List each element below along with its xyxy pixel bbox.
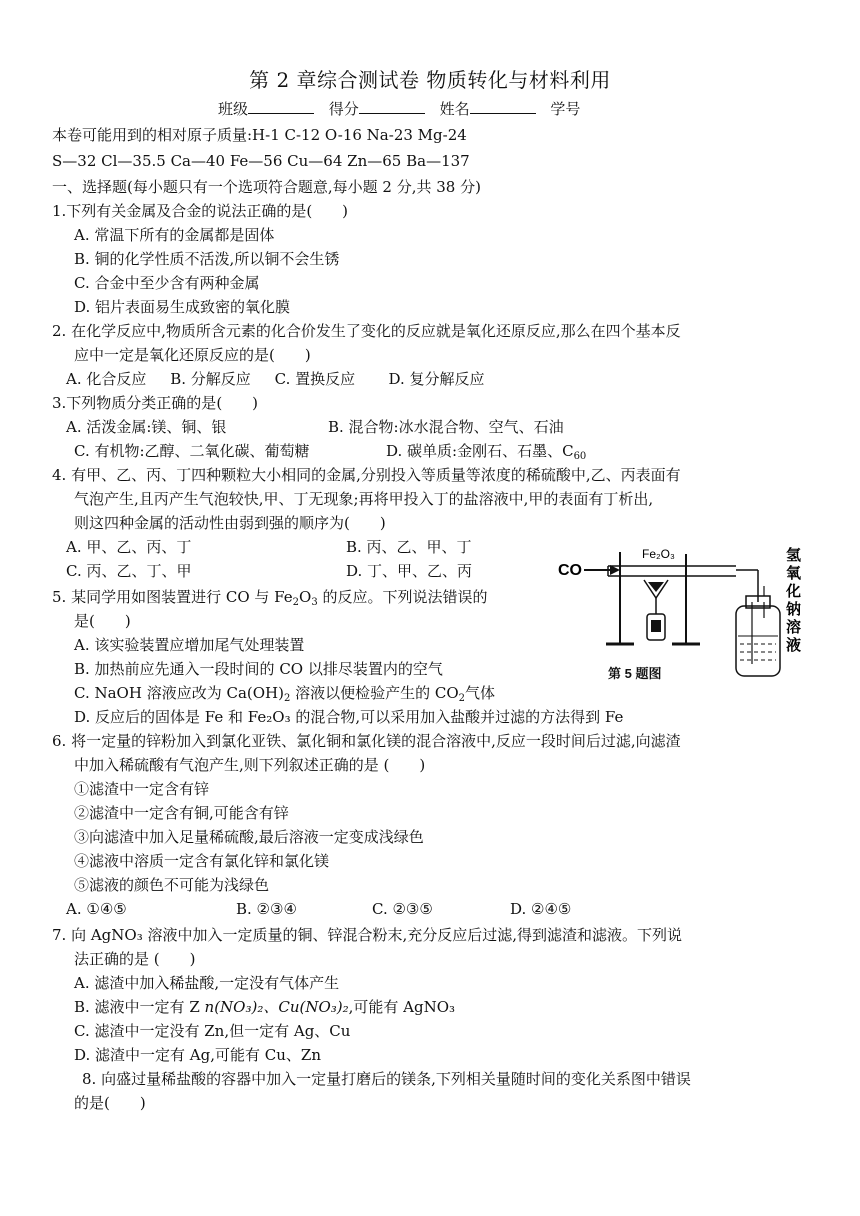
q2-option-d: D. 复分解反应 <box>388 370 485 388</box>
q5-option-d: D. 反应后的固体是 Fe 和 Fe₂O₃ 的混合物,可以采用加入盐酸并过滤的方法得到 Fe <box>74 708 624 726</box>
naoh-char-6: 液 <box>786 637 802 654</box>
q5-option-a: A. 该实验装置应增加尾气处理装置 <box>74 636 305 654</box>
q2-stem-2: 应中一定是氧化还原反应的是( ) <box>74 346 311 364</box>
q1-stem: 1.下列有关金属及合金的说法正确的是( ) <box>52 202 349 220</box>
q7-stem-2: 法正确的是 ( ) <box>74 950 196 968</box>
q4-stem-3: 则这四种金属的活动性由弱到强的顺序为( ) <box>74 514 386 532</box>
q5-option-c-sub1: 2 <box>283 693 291 704</box>
q6-option-d: D. ②④⑤ <box>510 900 572 918</box>
section-heading: 一、选择题(每小题只有一个选项符合题意,每小题 2 分,共 38 分) <box>52 178 481 196</box>
q8-stem-1: 8. 向盛过量稀盐酸的容器中加入一定量打磨后的镁条,下列相关量随时间的变化关系图中错误 <box>82 1070 691 1088</box>
q5-figure-caption: 第 5 题图 <box>608 666 662 681</box>
fe2o3-label: Fe₂O₃ <box>642 547 675 561</box>
naoh-char-4: 钠 <box>786 601 802 618</box>
q5-option-c-b: 溶液以便检验产生的 CO <box>290 684 459 702</box>
q8-stem-2: 的是( ) <box>74 1094 146 1112</box>
q3-option-b: B. 混合物:冰水混合物、空气、石油 <box>328 418 564 436</box>
q3-option-d-text: D. 碳单质:金刚石、石墨、C <box>386 442 574 460</box>
q1-option-c: C. 合金中至少含有两种金属 <box>74 274 260 292</box>
q5-stem-1a: 5. 某同学用如图装置进行 CO 与 Fe <box>52 588 293 606</box>
q6-statement-2: ②滤渣中一定含有铜,可能含有锌 <box>74 804 289 822</box>
q7-option-b <box>74 998 455 1016</box>
naoh-char-3: 化 <box>786 583 802 600</box>
q3-option-a: A. 活泼金属:镁、铜、银 <box>66 418 227 436</box>
q4-option-a: A. 甲、乙、丙、丁 <box>66 538 192 556</box>
q6-option-b: B. ②③④ <box>236 900 297 918</box>
q5-stem-2: 是( ) <box>74 612 131 630</box>
class-label: 班级 <box>218 100 249 118</box>
q5-apparatus-figure <box>548 540 818 680</box>
q5-option-c <box>74 684 495 708</box>
q6-option-a: A. ①④⑤ <box>66 900 127 918</box>
q3-option-d <box>386 442 586 466</box>
atomic-mass-line-1: 本卷可能用到的相对原子质量:H-1 C-12 O-16 Na-23 Mg-24 <box>52 126 467 144</box>
q6-statement-3: ③向滤渣中加入足量稀硫酸,最后溶液一定变成浅绿色 <box>74 828 424 846</box>
q4-option-c: C. 丙、乙、丁、甲 <box>66 562 192 580</box>
q2-option-b: B. 分解反应 <box>170 370 251 388</box>
q4-stem-2: 气泡产生,且丙产生气泡较快,甲、丁无现象;再将甲投入丁的盐溶液中,甲的表面有丁析出, <box>74 490 654 508</box>
naoh-solution-label <box>785 546 802 654</box>
q7-option-b-c: ,可能有 AgNO₃ <box>348 998 456 1016</box>
id-label: 学号 <box>550 100 581 118</box>
class-blank[interactable] <box>248 99 314 114</box>
iron-stand-right <box>672 554 700 644</box>
alcohol-lamp <box>644 580 668 640</box>
score-label: 得分 <box>328 100 359 118</box>
naoh-char-1: 氢 <box>786 547 802 564</box>
score-blank[interactable] <box>359 99 425 114</box>
q7-option-a: A. 滤渣中加入稀盐酸,一定没有气体产生 <box>74 974 340 992</box>
q4-stem-1: 4. 有甲、乙、丙、丁四种颗粒大小相同的金属,分别投入等质量等浓度的稀硫酸中,乙、丙表面有 <box>52 466 681 484</box>
q5-stem-o: O <box>299 588 312 606</box>
q5-option-c-c: 气体 <box>465 684 496 702</box>
naoh-char-5: 溶 <box>786 619 802 636</box>
q6-option-c: C. ②③⑤ <box>372 900 433 918</box>
q3-option-c: C. 有机物:乙醇、二氧化碳、葡萄糖 <box>74 442 310 460</box>
q5-option-b: B. 加热前应先通入一段时间的 CO 以排尽装置内的空气 <box>74 660 443 678</box>
q5-stem-sub2: 3 <box>311 597 318 608</box>
co-label: CO <box>558 562 582 579</box>
q4-option-d: D. 丁、甲、乙、丙 <box>346 562 473 580</box>
q5-stem-sub1: 2 <box>292 597 299 608</box>
q5-option-c-a: C. NaOH 溶液应改为 Ca(OH) <box>74 684 284 702</box>
page-title: 第 2 章综合测试卷 物质转化与材料利用 <box>249 68 611 92</box>
q2-option-a: A. 化合反应 <box>66 370 147 388</box>
q7-option-b-math: n(NO₃)₂、Cu(NO₃)₂ <box>204 998 349 1016</box>
q3-stem: 3.下列物质分类正确的是( ) <box>52 394 259 412</box>
student-info-row <box>218 98 580 119</box>
q6-statement-5: ⑤滤液的颜色不可能为浅绿色 <box>74 876 270 894</box>
q7-option-b-a: B. 滤液中一定有 Z <box>74 998 205 1016</box>
q5-stem-1b: 的反应。下列说法错误的 <box>317 588 488 606</box>
glass-tube <box>608 566 758 602</box>
q1-option-d: D. 铝片表面易生成致密的氧化膜 <box>74 298 291 316</box>
q1-option-a: A. 常温下所有的金属都是固体 <box>74 226 275 244</box>
q6-statement-1: ①滤渣中一定含有锌 <box>74 780 210 798</box>
q6-statement-4: ④滤液中溶质一定含有氯化锌和氯化镁 <box>74 852 330 870</box>
q7-option-d: D. 滤渣中一定有 Ag,可能有 Cu、Zn <box>74 1046 321 1064</box>
q4-option-b: B. 丙、乙、甲、丁 <box>346 538 472 556</box>
q7-stem-1: 7. 向 AgNO₃ 溶液中加入一定质量的铜、锌混合粉末,充分反应后过滤,得到滤渣和滤液。下列说 <box>52 926 683 944</box>
name-label: 姓名 <box>439 100 470 118</box>
q1-option-b: B. 铜的化学性质不活泼,所以铜不会生锈 <box>74 250 340 268</box>
q3-option-d-sub: 60 <box>573 451 587 462</box>
q2-option-c: C. 置换反应 <box>274 370 356 388</box>
q7-option-c: C. 滤渣中一定没有 Zn,但一定有 Ag、Cu <box>74 1022 351 1040</box>
name-blank[interactable] <box>470 99 536 114</box>
q5-stem-1 <box>52 588 487 612</box>
q6-stem-1: 6. 将一定量的锌粉加入到氯化亚铁、氯化铜和氯化镁的混合溶液中,反应一段时间后过滤,向滤渣 <box>52 732 681 750</box>
q2-stem-1: 2. 在化学反应中,物质所含元素的化合价发生了变化的反应就是氧化还原反应,那么在四个基本反 <box>52 322 681 340</box>
atomic-mass-line-2: S—32 Cl—35.5 Ca—40 Fe—56 Cu—64 Zn—65 Ba—137 <box>52 152 470 170</box>
q2-options <box>66 370 485 388</box>
q5-option-c-sub2: 2 <box>458 693 466 704</box>
q6-stem-2: 中加入稀硫酸有气泡产生,则下列叙述正确的是 ( ) <box>74 756 426 774</box>
naoh-char-2: 氧 <box>786 565 802 582</box>
